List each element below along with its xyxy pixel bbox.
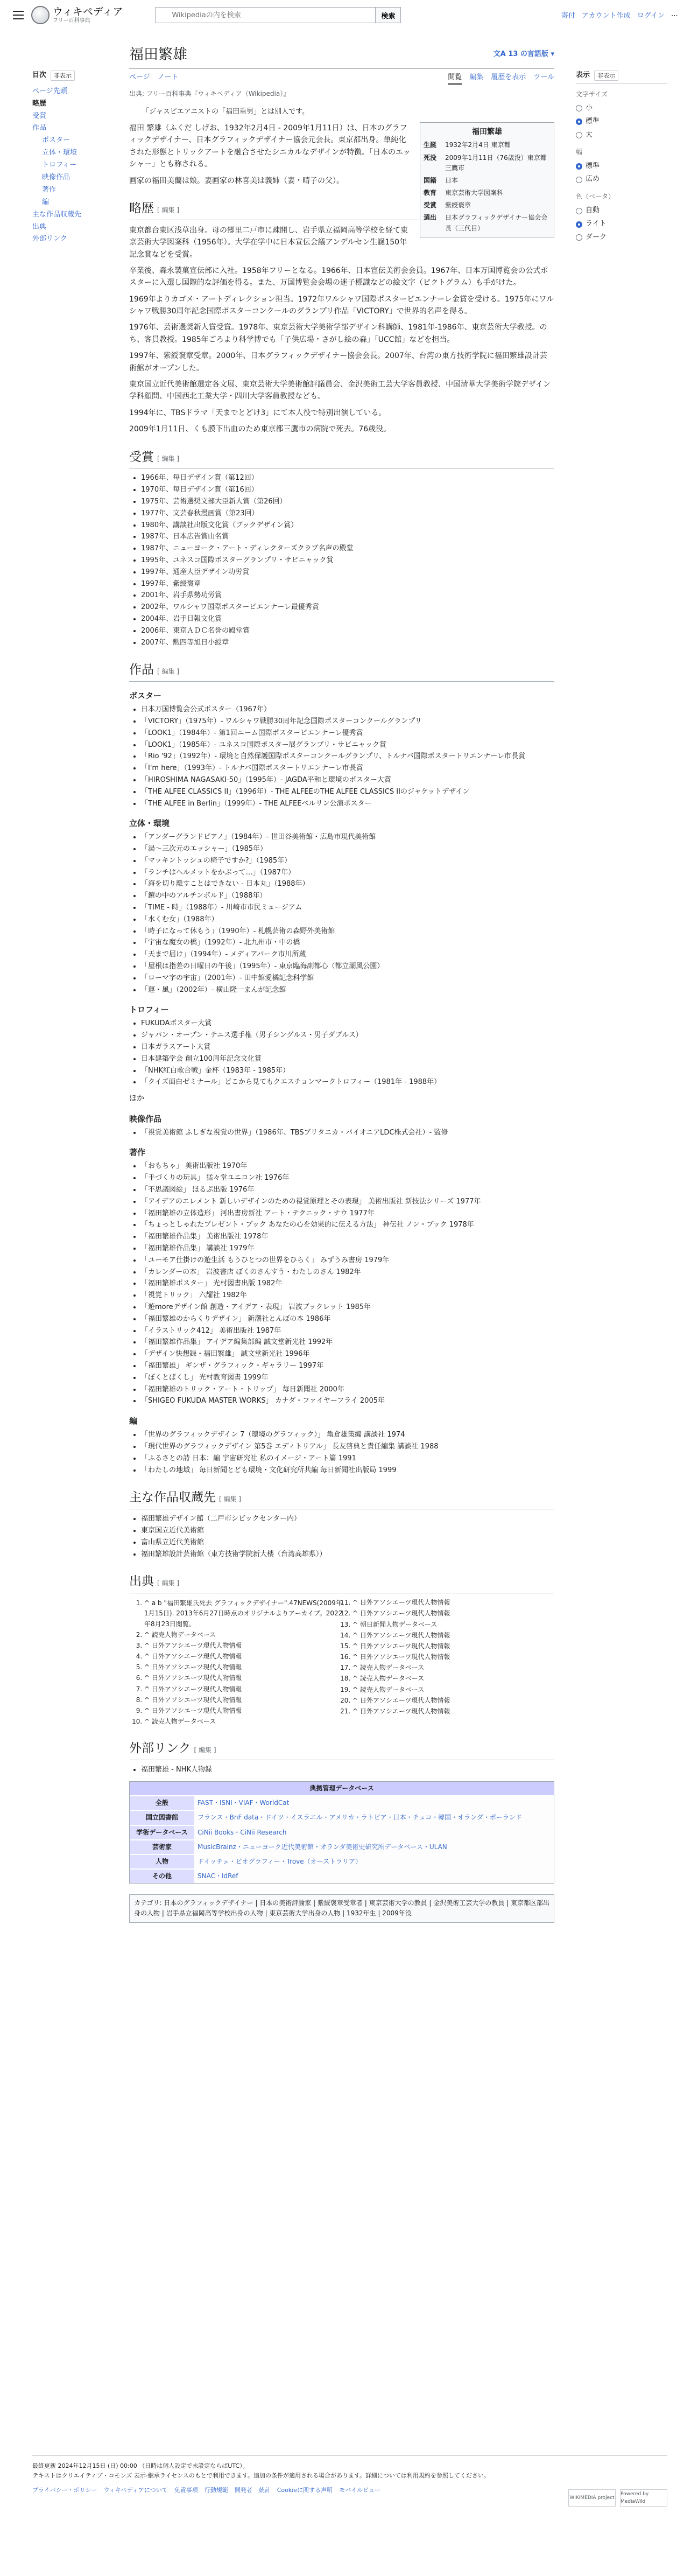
trophy-item: • 「クイズ面白ゼミナール」どこから見てもクエスチョンマークトロフィー（1981年 - 1988年） bbox=[141, 1077, 554, 1088]
award-item: • 1980年、講談社出版文化賞（ブックデザイン賞） bbox=[141, 520, 554, 531]
award-item: • 1995年、ユネスコ国際ポスターグランプリ・サビニャック賞 bbox=[141, 555, 554, 566]
books-list bbox=[129, 1161, 554, 1407]
book-item: • 「ぼくとぱくし」 光村教育図書 1999年 bbox=[141, 1373, 554, 1384]
reference-item: 16. ^ 日外アソシエーツ現代人物情報 bbox=[352, 1652, 554, 1662]
subsection-heading: 著作 bbox=[129, 1147, 146, 1158]
toc-item[interactable]: 受賞 bbox=[32, 111, 47, 120]
book-item: • 「視覚トリック」 六耀社 1982年 bbox=[141, 1290, 554, 1301]
toc-title: 目次 bbox=[32, 71, 47, 79]
appearance-hide-button[interactable]: 非表示 bbox=[594, 71, 618, 81]
toc-item[interactable]: 主な作品収蔵先 bbox=[32, 210, 82, 219]
poster-item: • 「HIROSHIMA NAGASAKI-50」（1995年）- JAGDA平和と環境のポスター大賞 bbox=[141, 775, 554, 786]
article bbox=[129, 43, 554, 1923]
biography-paragraph: 1997年、紫綬褒章受章。2000年、日本グラフィックデザイナー協会会長。2007年、台湾の東方技術学院に福田繁雄設計芸術館がオープンした。 bbox=[129, 352, 547, 373]
toc-item[interactable]: 出典 bbox=[32, 222, 47, 231]
radio-label: ライト bbox=[586, 220, 607, 228]
biography-paragraph: 卒業後、森永製菓宣伝部に入社。1958年フリーとなる。1966年、日本宣伝美術会会員。1967年、日本万国博覧会の公式ポスターに入選し国際的な評価を得る。また、万国博覧会会場の迷子標識などの絵文字（ピクトグラム）も手がけた。 bbox=[129, 266, 548, 288]
license-text: テキストはクリエイティブ・コモンズ 表示-継承ライセンスのもとで利用できます。追加の条件が適用される場合があります。詳細については利用規約を参照してください。 bbox=[32, 2472, 490, 2479]
toc-item[interactable]: トロフィー bbox=[42, 161, 76, 170]
collection-item: • 東京国立近代美術館 bbox=[141, 1525, 554, 1537]
video-list bbox=[129, 1128, 554, 1139]
book-item: • 「福田繁雄作品集」 アイデア編集部編 誠文堂新光社 1992年 bbox=[141, 1337, 554, 1348]
radio-label: 広め bbox=[586, 175, 600, 184]
award-item: • 2001年、岩手県勢功労賞 bbox=[141, 590, 554, 601]
collections-list bbox=[129, 1514, 554, 1560]
radio-label: 小 bbox=[586, 103, 593, 112]
menu-icon[interactable] bbox=[13, 11, 24, 19]
book-item: • 「福田繁雄の立体造形」 河出書房新社 アート・テクニック・ナウ 1977年 bbox=[141, 1208, 554, 1220]
tab-read[interactable]: 閲覧 bbox=[448, 72, 462, 85]
hatnote: 「ジャスピエアニストの「福田重男」とは別人です。 bbox=[142, 108, 309, 116]
edit-link[interactable]: [ 編集 ] bbox=[157, 454, 179, 463]
infobox-key: 生誕 bbox=[424, 141, 437, 149]
sculpture-item: • 「運・風」（2002年）- 横山隆一まんが記念館 bbox=[141, 985, 554, 996]
color-label: 色（ベータ） bbox=[576, 193, 615, 201]
reference-item: 5. ^ 日外アソシエーツ現代人物情報 bbox=[144, 1662, 346, 1672]
trophy-item: • 日本ガラスアート大賞 bbox=[141, 1042, 554, 1053]
reference-item: 8. ^ 日外アソシエーツ現代人物情報 bbox=[144, 1695, 346, 1705]
sculpture-item: • 「天まで届け」（1994年）- メディアパーク市川所蔵 bbox=[141, 949, 554, 961]
sculpture-item: • 「屋根は指差の日曜日の午後」（1995年）- 東京臨海副都心（都立潮風公園） bbox=[141, 961, 554, 972]
biography-paragraph: 1994年に、TBSドラマ「天までとどけ3」にて本人役で特別出演している。 bbox=[129, 408, 386, 417]
award-item: • 1966年、毎日デザイン賞（第12回） bbox=[141, 473, 554, 484]
subsection-heading: 編 bbox=[129, 1416, 138, 1426]
reference-item: 15. ^ 日外アソシエーツ現代人物情報 bbox=[352, 1641, 554, 1651]
infobox-row bbox=[424, 199, 551, 212]
authority-key: 芸術家 bbox=[130, 1840, 194, 1854]
tab-history[interactable]: 履歴を表示 bbox=[491, 73, 526, 82]
radio-option[interactable] bbox=[576, 231, 667, 244]
sculpture-item: • 「ローマ字の宇宙」（2001年）- 田中館愛橘記念科学館 bbox=[141, 973, 554, 984]
reference-item: 12. ^ 日外アソシエーツ現代人物情報 bbox=[352, 1608, 554, 1619]
reference-item: 7. ^ 日外アソシエーツ現代人物情報 bbox=[144, 1684, 346, 1695]
book-item: • 「福田繁雄のトリック・アート・トリップ」 毎日新聞社 2000年 bbox=[141, 1384, 554, 1396]
site-header bbox=[0, 0, 691, 30]
reference-item: 13. ^ 朝日新聞人物データベース bbox=[352, 1620, 554, 1630]
poster-item: • 「LOOK1」（1984年）- 第1回ニーム国際ポスタービエンナーレ優秀賞 bbox=[141, 728, 554, 739]
trophy-item: • ジャパン・オープン・テニス選手権（男子シングルス・男子ダブルス） bbox=[141, 1030, 554, 1041]
poster-list bbox=[129, 704, 554, 809]
reference-item: 10. ^ 読売人物データベース bbox=[144, 1717, 346, 1727]
infobox-value: 日本グラフィックデザイナー協会会長（三代目） bbox=[445, 214, 548, 232]
reference-item: 20. ^ 日外アソシエーツ現代人物情報 bbox=[352, 1696, 554, 1706]
reference-item: 2. ^ 読売人物データベース bbox=[144, 1630, 346, 1640]
mediawiki-badge[interactable]: Powered by MediaWiki bbox=[620, 2489, 667, 2507]
radio-label: 自動 bbox=[586, 206, 600, 215]
biography-paragraph: 2009年1月11日、くも膜下出血のため東京都三鷹市の病院で死去。76歳没。 bbox=[129, 425, 391, 434]
award-item: • 1987年、ニューヨーク・アート・ディレクターズクラブ名声の殿堂 bbox=[141, 543, 554, 555]
language-count: 13 の言語版 bbox=[508, 50, 548, 59]
footer-link[interactable]: プライバシー・ポリシー bbox=[32, 2487, 97, 2494]
footer-link[interactable]: モバイルビュー bbox=[339, 2487, 381, 2494]
book-item: • 「おもちゃ」 美術出版社 1970年 bbox=[141, 1161, 554, 1172]
section-heading: 外部リンク [ 編集 ] bbox=[129, 1739, 554, 1760]
footer-link[interactable]: 開発者 bbox=[234, 2487, 252, 2494]
reference-item: 4. ^ 日外アソシエーツ現代人物情報 bbox=[144, 1651, 346, 1662]
page-title: 福田繁雄 bbox=[129, 46, 187, 63]
authority-row bbox=[130, 1810, 554, 1824]
create-account-link[interactable]: アカウント作成 bbox=[581, 12, 631, 20]
authority-control-title: 典拠管理データベース bbox=[130, 1782, 554, 1795]
radio-icon[interactable] bbox=[576, 132, 582, 138]
footer bbox=[32, 2455, 667, 2504]
toc-hide-button[interactable]: 非表示 bbox=[51, 71, 75, 81]
trophy-list bbox=[129, 1018, 554, 1088]
intro-paragraph: 福田 繁雄（ふくだ しげお、1932年2月4日 - 2009年1月11日）は、日本のグラフィックデザイナー、日本グラフィックデザイナー協会元会長。東京都出身。単純化された形態とトリックアートを融合させたシニカルなデザインが特徴。「日本のエッシャー」とも称される。 bbox=[129, 123, 411, 169]
authority-links[interactable]: FAST・ISNI・VIAF・WorldCat bbox=[194, 1796, 554, 1810]
text-size-label: 文字サイズ bbox=[576, 90, 608, 98]
authority-links[interactable]: MusicBrainz・ニューヨーク近代美術館・オランダ美術史研究所データベース・ULAN bbox=[194, 1840, 554, 1854]
authority-key: 学術データベース bbox=[130, 1826, 194, 1839]
footer-link[interactable]: Cookieに関する声明 bbox=[277, 2487, 333, 2494]
footer-link[interactable]: 統計 bbox=[258, 2487, 271, 2494]
trophy-item: • FUKUDAポスター大賞 bbox=[141, 1018, 554, 1030]
section-heading: 作品 [ 編集 ] bbox=[129, 660, 554, 682]
search-button[interactable]: 検索 bbox=[376, 7, 401, 23]
radio-option[interactable] bbox=[576, 218, 667, 231]
edited-item: • 「現代世界のグラフィックデザイン 第5巻 エディトリアル」 長友啓典と責任編集 講談社 1988 bbox=[141, 1441, 554, 1453]
book-item: • 「カレンダーの本」 岩波書店 ぼくのさんすう・わたしのさん 1982年 bbox=[141, 1267, 554, 1278]
section-heading: 略歴 [ 編集 ] bbox=[129, 199, 554, 220]
authority-row bbox=[130, 1854, 554, 1868]
book-item: • 「SHIGEO FUKUDA MASTER WORKS」 カナダ・ファイヤーフライ 2005年 bbox=[141, 1396, 554, 1407]
external-link-item: • 福田繁雄 - NHK人物録 bbox=[141, 1765, 554, 1776]
authority-row bbox=[130, 1825, 554, 1839]
collection-item: • 福田繁雄デザイン館（二戸市シビックセンター内） bbox=[141, 1514, 554, 1525]
sculpture-item: • 「ランチはヘルメットをかぶって…」（1987年） bbox=[141, 867, 554, 879]
award-item: • 1970年、毎日デザイン賞（第16回） bbox=[141, 485, 554, 496]
award-item: • 1997年、通産大臣デザイン功労賞 bbox=[141, 567, 554, 578]
book-item: • 「福田繁雄作品集」 講談社 1979年 bbox=[141, 1243, 554, 1255]
radio-icon[interactable] bbox=[576, 118, 582, 125]
logo-subtitle: フリー百科事典 bbox=[53, 17, 90, 24]
radio-label: 標準 bbox=[586, 162, 600, 170]
sculpture-item: • 「鏡の中のアルチンボルド」（1988年） bbox=[141, 891, 554, 902]
tab-tools[interactable]: ツール bbox=[533, 73, 554, 82]
book-item: • 「ユーモア仕掛けの遊生活 もうひとつの世界をひらく」 みずうみ書房 1979年 bbox=[141, 1255, 554, 1266]
authority-links[interactable]: ドイッチェ・ビオグラフィー・Trove（オーストラリア） bbox=[194, 1855, 554, 1868]
award-item: • 1997年、紫綬褒章 bbox=[141, 579, 554, 590]
tab-talk[interactable]: ノート bbox=[157, 73, 179, 82]
authority-control-box bbox=[129, 1781, 554, 1884]
award-item: • 2006年、東京ＡＤＣ名誉の殿堂賞 bbox=[141, 626, 554, 637]
award-item: • 2007年、勲四等旭日小綬章 bbox=[141, 638, 554, 649]
book-item: • 「不思議図絵」 ほるぷ出版 1976年 bbox=[141, 1185, 554, 1196]
poster-item: • 「Rio '92」（1992年）- 環境と自然保護国際ポスターコンクールグランプリ、トルナバ国際ポスタートリエンナーレ市長賞 bbox=[141, 751, 554, 762]
award-item: • 1975年、芸術選奨文部大臣新人賞（第26回） bbox=[141, 496, 554, 508]
authority-key: 国立図書館 bbox=[130, 1811, 194, 1824]
infobox-value: 日本 bbox=[445, 176, 459, 184]
biography-paragraph: 東京都台東区浅草出身。母の郷里二戸市に疎開し、岩手県立福岡高等学校を経て東京芸術大学図案科（1956年）。大学在学中に日本宣伝会議アンデルセン生誕150年記念賞などを受賞。 bbox=[129, 226, 408, 259]
more-menu-icon[interactable]: ⋯ bbox=[671, 12, 678, 20]
section-heading: 受賞 [ 編集 ] bbox=[129, 447, 554, 469]
toc-item[interactable]: ポスター bbox=[42, 136, 70, 145]
radio-label: ダーク bbox=[586, 233, 607, 241]
book-item: • 「手づくりの玩具」 猛々堂ユニコン社 1976年 bbox=[141, 1173, 554, 1184]
radio-option[interactable] bbox=[576, 173, 667, 186]
donate-link[interactable]: 寄付 bbox=[561, 12, 575, 20]
infobox-row bbox=[424, 152, 551, 174]
radio-icon[interactable] bbox=[576, 208, 582, 214]
infobox-key: 受賞 bbox=[424, 201, 437, 209]
trophy-item: • 日本建築学会 創立100周年記念文化賞 bbox=[141, 1054, 554, 1065]
wikipedia-globe-icon bbox=[31, 6, 50, 24]
authority-links[interactable]: SNAC・IdRef bbox=[194, 1870, 554, 1883]
toc-item[interactable]: 編 bbox=[42, 198, 50, 206]
width-label: 幅 bbox=[576, 148, 583, 156]
edited-item: • 「世界のグラフィックデザイン 7（環境のグラフィック）」 亀倉雄策編 講談社 1974 bbox=[141, 1430, 554, 1441]
radio-option[interactable] bbox=[576, 102, 667, 115]
trophy-item: • 「NHK紅白歌合戦」金杯（1983年 - 1985年） bbox=[141, 1066, 554, 1077]
radio-icon[interactable] bbox=[576, 221, 582, 228]
sculpture-item: • 「マッキントッシュの椅子ですか?」（1985年） bbox=[141, 856, 554, 867]
subsection-heading: ポスター bbox=[129, 691, 162, 701]
book-item: • 「アイデアのエレメント 新しいデザインのための視覚原理とその表現」 美術出版社 新技法シリーズ 1977年 bbox=[141, 1196, 554, 1208]
infobox-row bbox=[424, 139, 551, 151]
edit-link[interactable]: [ 編集 ] bbox=[157, 1579, 179, 1587]
book-item: • 「デザイン快想録・福田繁雄」 誠文堂新光社 1996年 bbox=[141, 1349, 554, 1360]
authority-key: 人物 bbox=[130, 1855, 194, 1868]
appearance-title: 表示 bbox=[576, 71, 590, 79]
reference-item: 9. ^ 日外アソシエーツ現代人物情報 bbox=[144, 1706, 346, 1716]
reference-item: 6. ^ 日外アソシエーツ現代人物情報 bbox=[144, 1673, 346, 1683]
reference-item: 1. ^ a b "福田繁雄氏死去 グラフィックデザイナー".47NEWS(2009年1月15日). 2013年6月27日時点のオリジナルよりアーカイブ。2022年8月23日閲覧。 bbox=[144, 1598, 346, 1629]
toc-item[interactable]: 外部リンク bbox=[32, 235, 67, 243]
search-input[interactable] bbox=[155, 7, 376, 23]
radio-option[interactable] bbox=[576, 115, 667, 129]
book-item: • 「福田繁雄のからくりデザイン」 新潮社とんぼの本 1986年 bbox=[141, 1314, 554, 1325]
footer-link[interactable]: ウィキペディアについて bbox=[103, 2487, 168, 2494]
reference-item: 17. ^ 読売人物データベース bbox=[352, 1663, 554, 1673]
edited-item: • 「わたしの地域」 毎日新聞とども環境・文化研究所共編 毎日新聞社出版局 1999 bbox=[141, 1465, 554, 1476]
poster-item: • 「LOOK1」（1985年）- ユネスコ国際ポスター展グランプリ・サビニャック賞 bbox=[141, 740, 554, 751]
footer-link[interactable]: 行動規範 bbox=[204, 2487, 228, 2494]
poster-item: • 日本万国博覧会公式ポスター（1967年） bbox=[141, 704, 554, 716]
user-links bbox=[561, 11, 678, 22]
biography-paragraph: 1976年、芸術選奨新人賞受賞。1978年、東京芸術大学美術学部デザイン科講師、1981年-1986年、東京芸術大学教授。のち、客員教授。1985年ごろより科学博でも「子供広場・さがし絵の森」「UCC館」などを担当。 bbox=[129, 323, 547, 344]
toc-item[interactable]: 作品 bbox=[32, 124, 47, 132]
page-tabs bbox=[129, 72, 554, 85]
infobox-value: 2009年1月11日（76歳没）東京都三鷹市 bbox=[445, 153, 547, 172]
appearance-panel bbox=[576, 70, 667, 244]
infobox-value: 東京芸術大学図案科 bbox=[445, 189, 504, 197]
reference-item: 19. ^ 読売人物データベース bbox=[352, 1685, 554, 1695]
reference-item: 14. ^ 日外アソシエーツ現代人物情報 bbox=[352, 1630, 554, 1641]
radio-icon[interactable] bbox=[576, 234, 582, 241]
reference-item: 11. ^ 日外アソシエーツ現代人物情報 bbox=[352, 1598, 554, 1608]
edited-item: • 「ふるさとの詩 日本：編 宇宙研究社 私のイメージ・アート篇 1991 bbox=[141, 1453, 554, 1465]
authority-row bbox=[130, 1868, 554, 1883]
edit-link[interactable]: [ 編集 ] bbox=[219, 1495, 241, 1503]
subsection-heading: 映像作品 bbox=[129, 1114, 162, 1124]
poster-item: • 「THE ALFEE CLASSICS II」（1996年）- THE ALFEEのTHE ALFEE CLASSICS IIのジャケットデザイン bbox=[141, 787, 554, 798]
poster-item: • 「THE ALFEE in Berlin」（1999年）- THE ALFEEベルリン公演ポスター bbox=[141, 799, 554, 810]
edit-link[interactable]: [ 編集 ] bbox=[194, 1746, 216, 1754]
collection-item: • 富山県立近代美術館 bbox=[141, 1537, 554, 1549]
infobox bbox=[420, 122, 554, 237]
section-heading: 出典 [ 編集 ] bbox=[129, 1572, 554, 1593]
authority-key: 全般 bbox=[130, 1796, 194, 1810]
awards-list bbox=[129, 473, 554, 648]
authority-links[interactable]: CiNii Books・CiNii Research bbox=[194, 1826, 554, 1839]
external-links-list bbox=[129, 1765, 554, 1776]
book-item: • 「福田繁雄」 ギンザ・グラフィック・ギャラリー 1997年 bbox=[141, 1361, 554, 1372]
award-item: • 1987年、日本広告賞山名賞 bbox=[141, 531, 554, 543]
infobox-key: 国籍 bbox=[424, 176, 437, 184]
reference-item: 21. ^ 日外アソシエーツ現代人物情報 bbox=[352, 1706, 554, 1717]
search-form bbox=[155, 7, 401, 23]
wikimedia-badge[interactable]: WIKIMEDIA project bbox=[568, 2489, 616, 2507]
infobox-key: 教育 bbox=[424, 189, 437, 197]
infobox-value: 1932年2月4日 東京都 bbox=[445, 141, 511, 149]
subsection-heading: トロフィー bbox=[129, 1005, 169, 1015]
poster-item: • 「VICTORY」（1975年）- ワルシャワ戦勝30周年記念国際ポスターコンクールグランプリ bbox=[141, 716, 554, 727]
book-item: • 「イラストリック412」 美術出版社 1987年 bbox=[141, 1326, 554, 1337]
section-heading: 主な作品収蔵先 [ 編集 ] bbox=[129, 1488, 554, 1509]
reference-item: 18. ^ 読売人物データベース bbox=[352, 1674, 554, 1684]
infobox-key: 死没 bbox=[424, 153, 437, 162]
tab-page[interactable]: ページ bbox=[129, 73, 150, 82]
poster-item: • 「I'm here」（1993年）- トルナバ国際ポスタートリエンナーレ市長賞 bbox=[141, 763, 554, 774]
references-list bbox=[129, 1598, 554, 1727]
biography-paragraph: 東京国立近代美術館選定各文展、東京芸術大学美術館評議員会、金沢美術工芸大学客員教授、中国清華大学美術学院デザイン学科顧問、中国西北工業大学・四川大学客員教授なども。 bbox=[129, 380, 551, 401]
book-item: • 「ちょっとしゃれたプレゼント・ブック あなたの心を効果的に伝える方法」 神伝社 ノン・ブック 1978年 bbox=[141, 1220, 554, 1231]
infobox-row bbox=[424, 212, 551, 234]
biography-paragraph: 1969年よりカゴメ・アートディレクション担当。1972年ワルシャワ国際ポスタービエンナーレ金賞を受ける。1975年にワルシャワ戦勝30周年記念国際ポスターコンクールのグランプリ作品「VICTORY」で世界的名声を得る。 bbox=[129, 295, 554, 316]
infobox-row bbox=[424, 187, 551, 199]
table-of-contents bbox=[32, 70, 113, 246]
footer-link[interactable]: 免責事項 bbox=[174, 2487, 198, 2494]
book-item: • 「福田繁雄ポスター」 光村図書出版 1982年 bbox=[141, 1278, 554, 1290]
authority-key: その他 bbox=[130, 1870, 194, 1883]
tab-edit[interactable]: 編集 bbox=[469, 73, 484, 82]
sculpture-list bbox=[129, 832, 554, 996]
sculpture-item: • 「時子になって休もう」（1990年）- 札幌芸術の森野外美術館 bbox=[141, 926, 554, 937]
intro-paragraph-2: 画家の福田美蘭は娘。妻画家の林喜美は義姉（妻・晴子の父）。 bbox=[129, 176, 344, 185]
edit-link[interactable]: [ 編集 ] bbox=[157, 668, 179, 676]
login-link[interactable]: ログイン bbox=[637, 12, 665, 20]
award-item: • 2004年、岩手日報文化賞 bbox=[141, 614, 554, 625]
sculpture-item: • 「海を切り離すことはできない - 日本丸」（1988年） bbox=[141, 879, 554, 890]
radio-label: 標準 bbox=[586, 117, 600, 125]
toc-item[interactable]: 立体・環境 bbox=[42, 149, 77, 157]
collection-item: • 福田繁雄設計芸術館（東方技術学院新大楼（台湾高雄県）） bbox=[141, 1549, 554, 1560]
video-item: • 「視覚美術館 ふしぎな視覚の世界」（1986年、TBSブリタニカ・パイオニアLDC株式会社）- 監修 bbox=[141, 1128, 554, 1139]
sculpture-item: • 「TIME - 時」（1988年）- 川崎市市民ミュージアム bbox=[141, 902, 554, 914]
radio-icon[interactable] bbox=[576, 105, 582, 111]
sculpture-item: • 「水くむ女」（1988年） bbox=[141, 914, 554, 926]
infobox-row bbox=[424, 174, 551, 187]
reference-item: 3. ^ 日外アソシエーツ現代人物情報 bbox=[144, 1641, 346, 1651]
toc-item[interactable]: 映像作品 bbox=[42, 173, 70, 182]
site-logo[interactable] bbox=[31, 6, 123, 24]
last-updated: 最終更新 2024年12月15日 (日) 00:00 （日時は個人設定で未設定ならばUTC）。 bbox=[32, 2462, 249, 2469]
award-item: • 2002年、ワルシャワ国際ポスタービエンナーレ最優秀賞 bbox=[141, 602, 554, 613]
toc-item[interactable]: 著作 bbox=[42, 185, 57, 194]
authority-row bbox=[130, 1795, 554, 1810]
book-item: • 「遊moreデザイン館 創造・アイデア・表現」 岩波ブックレット 1985年 bbox=[141, 1302, 554, 1313]
authority-row bbox=[130, 1839, 554, 1854]
radio-icon[interactable] bbox=[576, 177, 582, 183]
toc-item[interactable]: 略歴 bbox=[32, 99, 47, 108]
infobox-title: 福田繁雄 bbox=[472, 127, 502, 136]
edited-list bbox=[129, 1430, 554, 1476]
category-links[interactable]: カテゴリ: 日本のグラフィックデザイナー | 日本の美術評論家 | 紫綬褒章受章者 | 東京芸術大学の教員 | 金沢美術工芸大学の教員 | 東京都区部出身の人物 | 岩手県立福岡高等学校出身の人物 | 東京芸術大学出身の人物 | 1932年生 | 2009年没 bbox=[129, 1894, 554, 1922]
subsection-heading: 立体・環境 bbox=[129, 818, 170, 829]
book-item: • 「福田繁雄作品集」 美術出版社 1978年 bbox=[141, 1231, 554, 1243]
sculpture-item: • 「アンダーグランドピアノ」（1984年）- 世田谷美術館・広島市現代美術館 bbox=[141, 832, 554, 843]
source-note: 出典: フリー百科事典『ウィキペディア（Wikipedia）』 bbox=[129, 89, 290, 97]
sculpture-item: • 「宇宙な魔女の橋」（1992年）- 北九州市・中の橋 bbox=[141, 937, 554, 949]
trophy-note: ほか bbox=[129, 1094, 144, 1103]
sculpture-item: • 「湯～三次元のエッシャー」（1985年） bbox=[141, 844, 554, 855]
radio-option[interactable] bbox=[576, 129, 667, 142]
logo-title: ウィキペディア bbox=[53, 6, 123, 18]
award-item: • 1977年、文芸春秋漫画賞（第23回） bbox=[141, 508, 554, 520]
authority-links[interactable]: フランス・BnF data・ドイツ・イスラエル・アメリカ・ラトビア・日本・チェコ・韓国・オランダ・ポーランド bbox=[194, 1811, 554, 1824]
toc-item[interactable]: ページ先頭 bbox=[32, 87, 67, 95]
infobox-key: 選出 bbox=[424, 214, 437, 222]
language-button[interactable]: 文A 13 の言語版 ▾ bbox=[493, 50, 554, 59]
radio-label: 大 bbox=[586, 130, 593, 139]
infobox-value: 紫綬褒章 bbox=[445, 201, 471, 209]
radio-option[interactable] bbox=[576, 204, 667, 218]
radio-icon[interactable] bbox=[576, 163, 582, 170]
edit-link[interactable]: [ 編集 ] bbox=[157, 206, 179, 214]
radio-option[interactable] bbox=[576, 160, 667, 173]
